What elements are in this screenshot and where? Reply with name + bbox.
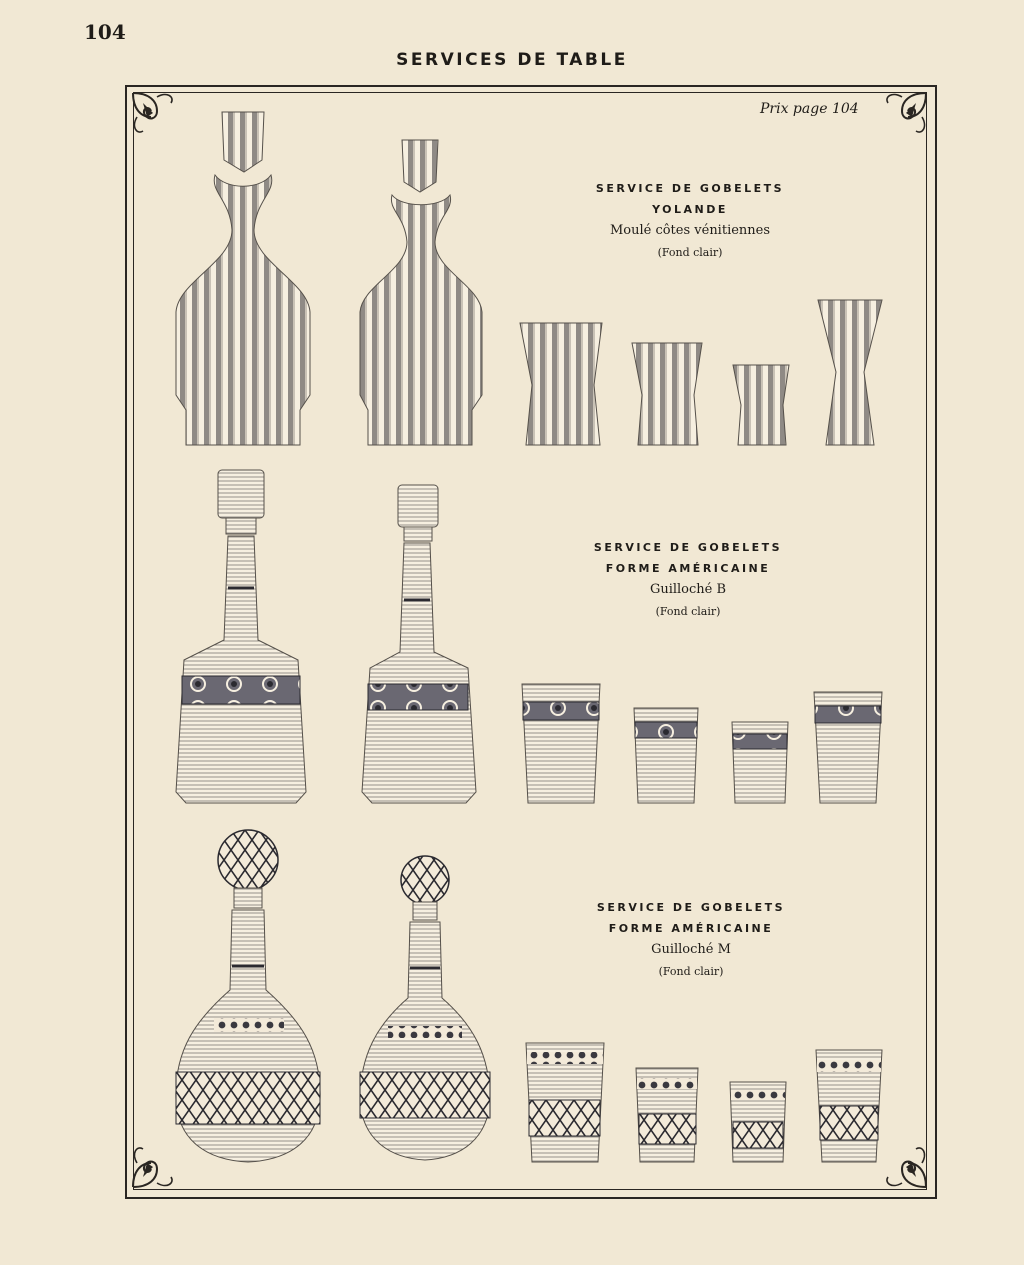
caption-service-style: Guilloché M — [651, 942, 731, 957]
caption-service-name: FORME AMÉRICAINE — [605, 562, 771, 575]
guilloche-m-glass-medium — [636, 1068, 698, 1162]
caption-service-style: Moulé côtes vénitiennes — [609, 223, 771, 238]
caption-service-label: SERVICE DE GOBELETS — [593, 541, 783, 554]
yolande-tumbler — [520, 323, 602, 445]
guilloche-m-glass-small — [730, 1082, 786, 1162]
guilloche-b-glass-tall — [814, 692, 882, 803]
caption-service-finish: (Fond clair) — [655, 605, 721, 618]
guilloche-m-glass-tall — [816, 1050, 882, 1162]
price-reference: Prix page 104 — [760, 101, 859, 117]
guilloche-b-decanter-large — [176, 470, 306, 803]
guilloche-b-tumbler — [522, 684, 600, 803]
guilloche-b-decanter-small — [362, 485, 476, 803]
page-title: SERVICES DE TABLE — [396, 50, 628, 70]
yolande-glass-tall — [818, 300, 882, 445]
guilloche-b-glass-small — [732, 722, 788, 803]
guilloche-m-glassware-illustration — [140, 822, 920, 1167]
caption-service-name: FORME AMÉRICAINE — [608, 922, 774, 935]
page-number: 104 — [84, 20, 126, 44]
yolande-glassware-illustration — [140, 105, 920, 455]
caption-service-name: YOLANDE — [652, 203, 728, 216]
yolande-glass-small — [733, 365, 789, 445]
caption-service-finish: (Fond clair) — [658, 965, 724, 978]
guilloche-m-tumbler — [526, 1043, 604, 1162]
guilloche-b-glass-medium — [634, 708, 698, 803]
caption-service-label: SERVICE DE GOBELETS — [595, 182, 785, 195]
yolande-decanter-large — [176, 112, 310, 445]
guilloche-m-decanter-large — [176, 830, 320, 1162]
guilloche-b-glassware-illustration — [140, 465, 920, 810]
yolande-glass-medium — [632, 343, 702, 445]
guilloche-m-decanter-small — [360, 856, 490, 1160]
caption-service-style: Guilloché B — [649, 582, 727, 597]
caption-service-finish: (Fond clair) — [657, 246, 723, 259]
caption-service-label: SERVICE DE GOBELETS — [596, 901, 786, 914]
yolande-decanter-small — [360, 140, 482, 445]
